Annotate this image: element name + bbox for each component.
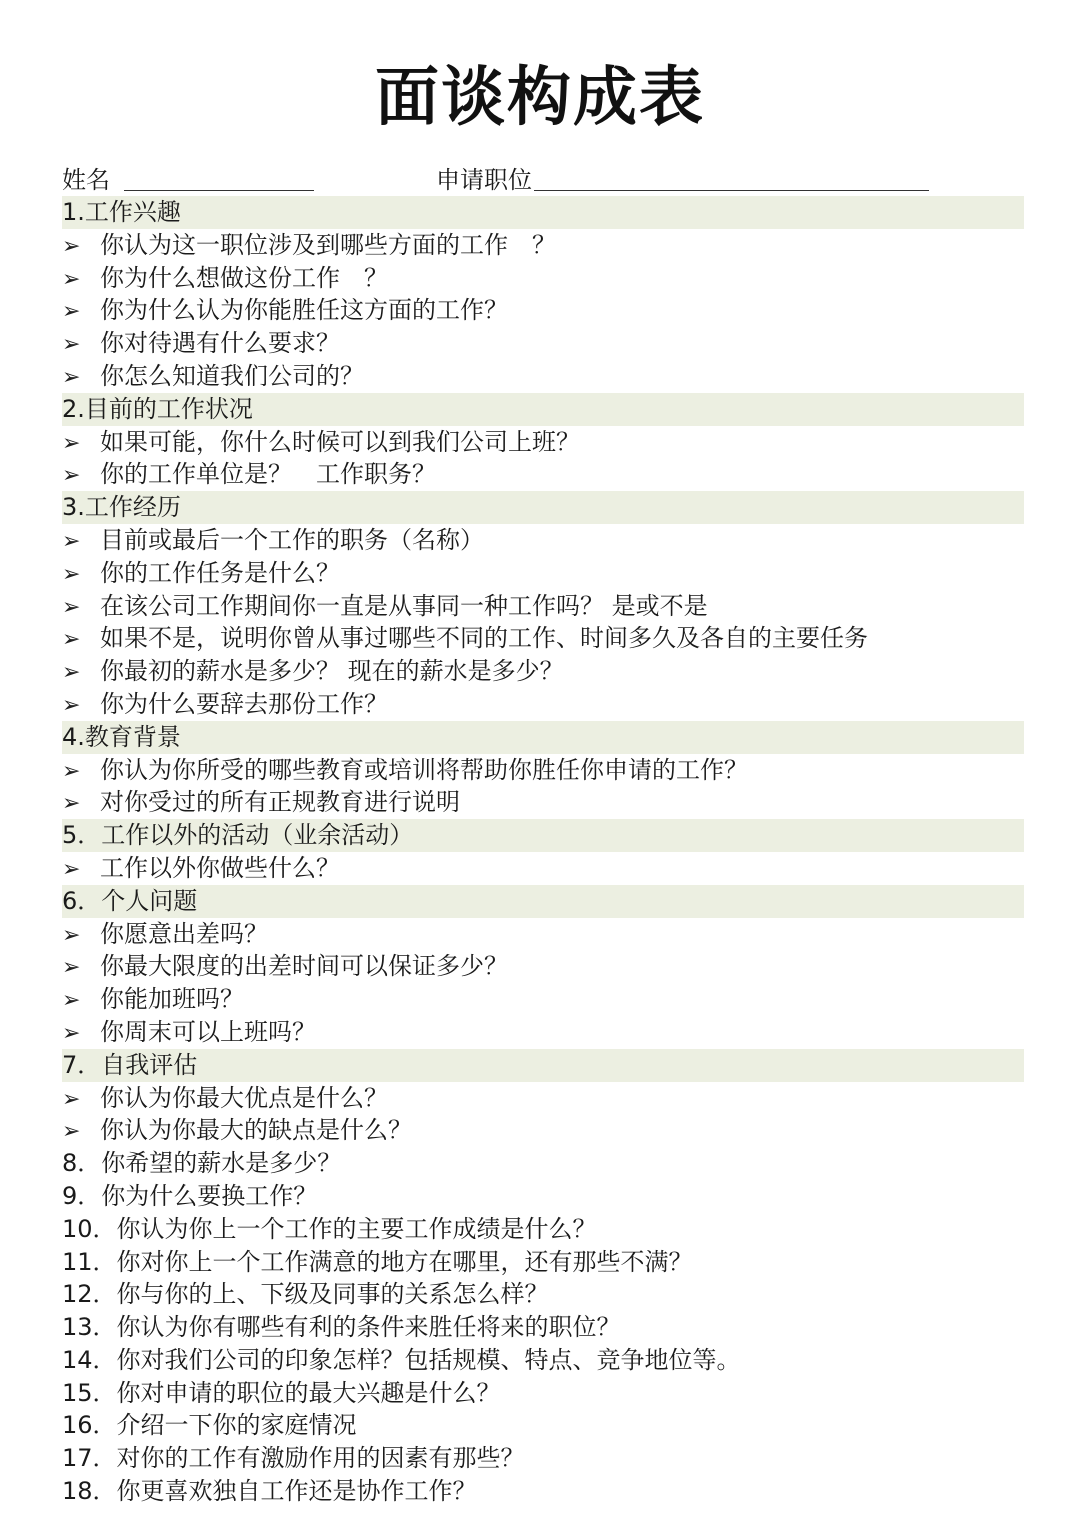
arrow-bullet-icon: ➢ [62,463,81,489]
name-field[interactable] [62,164,314,196]
arrow-bullet-icon: ➢ [62,856,81,882]
section-heading: 2.目前的工作状况 [62,393,1024,426]
question-text: 对你受过的所有正规教育进行说明 [100,788,460,817]
numbered-question: 16．介绍一下你的家庭情况 [62,1411,357,1440]
question-item [62,294,1024,327]
question-text: 你为什么要辞去那份工作？ [100,689,388,718]
question-item [62,786,1024,819]
name-label: 姓名 [62,166,110,194]
question-text: 工作以外你做些什么？ [100,853,340,882]
question-text: 你最初的薪水是多少？ 现在的薪水是多少？ [100,657,564,686]
arrow-bullet-icon: ➢ [62,1119,81,1145]
question-item [62,622,1024,655]
question-item [62,1114,1024,1147]
question-text: 你认为你所受的哪些教育或培训将帮助你胜任你申请的工作？ [100,755,748,784]
position-blank-line[interactable] [534,164,929,191]
section-heading: 5．工作以外的活动（业余活动） [62,819,1024,852]
question-item [62,983,1024,1016]
question-item [62,262,1024,295]
position-label: 申请职位 [436,166,532,194]
numbered-question: 12．你与你的上、下级及同事的关系怎么样？ [62,1280,549,1309]
numbered-question: 17．对你的工作有激励作用的因素有那些？ [62,1444,525,1473]
arrow-bullet-icon: ➢ [62,988,81,1014]
question-item [62,754,1024,787]
numbered-question: 9．你为什么要换工作？ [62,1181,318,1210]
arrow-bullet-icon: ➢ [62,528,81,554]
arrow-bullet-icon: ➢ [62,758,81,784]
question-text: 你怎么知道我们公司的？ [100,361,364,390]
question-list [62,196,1024,1508]
arrow-bullet-icon: ➢ [62,791,81,817]
question-item [62,426,1024,459]
question-text: 你认为你最大优点是什么？ [100,1083,388,1112]
numbered-question: 13．你认为你有哪些有利的条件来胜任将来的职位？ [62,1313,621,1342]
question-text: 如果可能，你什么时候可以到我们公司上班？ [100,427,580,456]
name-blank-line[interactable] [124,164,314,191]
arrow-bullet-icon: ➢ [62,430,81,456]
arrow-bullet-icon: ➢ [62,299,81,325]
question-item [62,1082,1024,1115]
arrow-bullet-icon: ➢ [62,1086,81,1112]
arrow-bullet-icon: ➢ [62,955,81,981]
arrow-bullet-icon: ➢ [62,660,81,686]
numbered-question: 15．你对申请的职位的最大兴趣是什么？ [62,1378,501,1407]
question-item [62,360,1024,393]
question-item [62,327,1024,360]
applicant-fields [62,164,1022,196]
question-text: 你能加班吗？ [100,985,244,1014]
arrow-bullet-icon: ➢ [62,627,81,653]
section-heading: 1.工作兴趣 [62,196,1024,229]
question-item [62,852,1024,885]
page-title: 面谈构成表 [375,61,705,135]
arrow-bullet-icon: ➢ [62,594,81,620]
question-text: 你最大限度的出差时间可以保证多少？ [100,952,508,981]
arrow-bullet-icon: ➢ [62,364,81,390]
numbered-question: 18．你更喜欢独自工作还是协作工作？ [62,1477,477,1506]
question-text: 你周末可以上班吗？ [100,1017,316,1046]
section-heading: 4.教育背景 [62,721,1024,754]
question-text: 你为什么认为你能胜任这方面的工作？ [100,296,508,325]
question-text: 你的工作单位是？ 工作职务？ [100,460,436,489]
arrow-bullet-icon: ➢ [62,922,81,948]
section-heading: 3.工作经历 [62,491,1024,524]
question-item [62,557,1024,590]
section-heading: 7．自我评估 [62,1049,1024,1082]
question-text: 你的工作任务是什么？ [100,558,340,587]
arrow-bullet-icon: ➢ [62,266,81,292]
question-text: 你认为你最大的缺点是什么？ [100,1116,412,1145]
arrow-bullet-icon: ➢ [62,332,81,358]
question-item [62,950,1024,983]
arrow-bullet-icon: ➢ [62,233,81,259]
question-item [62,229,1024,262]
question-text: 在该公司工作期间你一直是从事同一种工作吗？ 是或不是 [100,591,708,620]
question-item [62,1016,1024,1049]
question-text: 你认为这一职位涉及到哪些方面的工作 ？ [100,230,556,259]
question-item [62,688,1024,721]
section-heading: 6．个人问题 [62,885,1024,918]
arrow-bullet-icon: ➢ [62,1020,81,1046]
question-item [62,918,1024,951]
question-text: 你对待遇有什么要求？ [100,329,340,358]
question-item [62,655,1024,688]
arrow-bullet-icon: ➢ [62,561,81,587]
question-text: 你为什么想做这份工作 ？ [100,263,388,292]
question-item [62,524,1024,557]
position-field[interactable] [436,164,929,196]
numbered-question: 11．你对你上一个工作满意的地方在哪里，还有那些不满？ [62,1247,693,1276]
question-item [62,590,1024,623]
numbered-question: 8．你希望的薪水是多少？ [62,1149,342,1178]
question-item [62,458,1024,491]
numbered-question: 14．你对我们公司的印象怎样？包括规模、特点、竞争地位等。 [62,1345,741,1374]
question-text: 目前或最后一个工作的职务（名称） [100,525,484,554]
numbered-question: 10．你认为你上一个工作的主要工作成绩是什么？ [62,1214,597,1243]
question-text: 如果不是，说明你曾从事过哪些不同的工作、时间多久及各自的主要任务 [100,624,868,653]
arrow-bullet-icon: ➢ [62,692,81,718]
question-text: 你愿意出差吗？ [100,919,268,948]
